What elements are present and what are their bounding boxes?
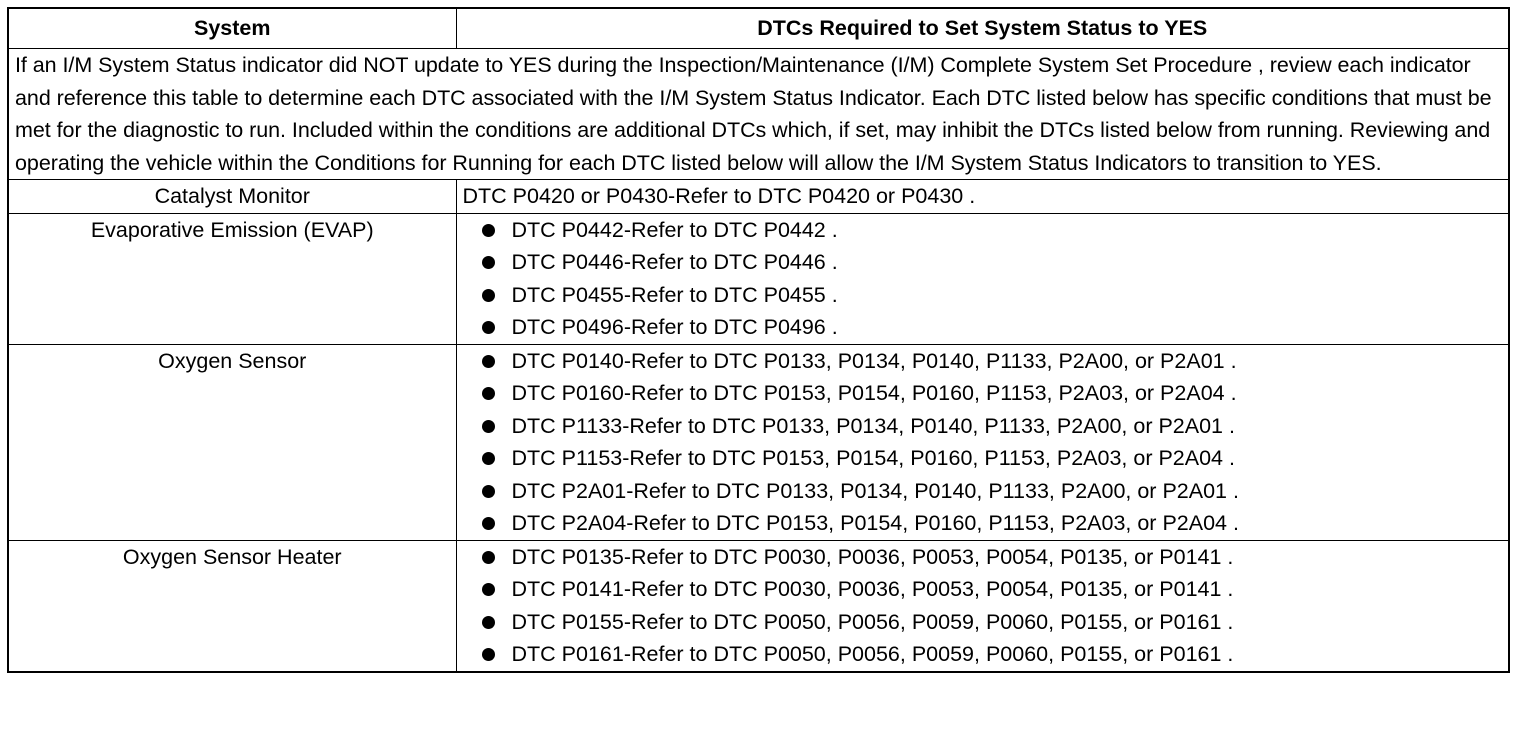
list-item	[482, 442, 1503, 475]
dtc-text: DTC P1133-Refer to DTC P0133, P0134, P0140, P1133, P2A00, or P2A01 .	[511, 413, 1235, 438]
bullet-icon	[482, 321, 495, 334]
bullet-icon	[482, 551, 495, 564]
bullet-icon	[482, 648, 495, 661]
dtc-text: DTC P0141-Refer to DTC P0030, P0036, P0053, P0054, P0135, or P0141 .	[511, 577, 1234, 601]
dtc-text: DTC P0442-Refer to DTC P0442 .	[511, 217, 838, 242]
dtc-list	[463, 345, 1503, 540]
dtc-list-cell	[456, 344, 1509, 540]
dtc-text: DTC P2A01-Refer to DTC P0133, P0134, P0140, P1133, P2A00, or P2A01 .	[511, 478, 1239, 503]
dtc-text: DTC P0135-Refer to DTC P0030, P0036, P0053, P0054, P0135, or P0141 .	[511, 544, 1234, 569]
dtc-text: DTC P0155-Refer to DTC P0050, P0056, P0059, P0060, P0155, or P0161 .	[511, 609, 1234, 634]
bullet-icon	[482, 583, 495, 596]
list-item	[482, 507, 1503, 540]
header-row	[8, 8, 1509, 49]
system-name: Oxygen Sensor Heater	[8, 540, 456, 672]
list-item	[482, 410, 1503, 443]
intro-text: If an I/M System Status indicator did NOT update to YES during the Inspection/Maintenance (I/M) Complete System Set Procedure , review each indicator and reference this table to determine each DTC associated with the I/M System Status Indicator. Each DTC listed below has specific conditions that must be met for the diagnostic to run. Included within the conditions are additional DTCs which, if set, may inhibit the DTCs listed below from running. Reviewing and operating the vehicle within the Conditions for Running for each DTC listed below will allow the I/M System Status Indicators to transition to YES.	[8, 49, 1509, 180]
bullet-icon	[482, 355, 495, 368]
list-item	[482, 311, 1503, 344]
dtc-text: DTC P0160-Refer to DTC P0153, P0154, P0160, P1153, P2A03, or P2A04 .	[511, 381, 1237, 405]
dtc-list-cell	[456, 213, 1509, 344]
dtc-list	[463, 541, 1503, 671]
table-row	[8, 180, 1509, 214]
dtc-text: DTC P0446-Refer to DTC P0446 .	[511, 250, 838, 274]
dtc-text: DTC P0455-Refer to DTC P0455 .	[511, 282, 838, 307]
list-item	[482, 345, 1503, 378]
table-row	[8, 213, 1509, 344]
list-item	[482, 214, 1503, 247]
bullet-icon	[482, 452, 495, 465]
system-name: Evaporative Emission (EVAP)	[8, 213, 456, 344]
list-item	[482, 377, 1503, 410]
table-row	[8, 540, 1509, 672]
bullet-icon	[482, 420, 495, 433]
dtc-list-cell	[456, 540, 1509, 672]
list-item	[482, 279, 1503, 312]
dtc-text: DTC P0161-Refer to DTC P0050, P0056, P0059, P0060, P0155, or P0161 .	[511, 642, 1234, 666]
list-item	[482, 475, 1503, 508]
bullet-icon	[482, 256, 495, 269]
list-item	[482, 606, 1503, 639]
header-dtcs: DTCs Required to Set System Status to YES	[456, 8, 1509, 49]
dtc-text: DTC P0140-Refer to DTC P0133, P0134, P0140, P1133, P2A00, or P2A01 .	[511, 348, 1237, 373]
dtc-status-table	[7, 7, 1510, 673]
dtc-list	[463, 214, 1503, 344]
bullet-icon	[482, 387, 495, 400]
dtc-text: DTC P2A04-Refer to DTC P0153, P0154, P0160, P1153, P2A03, or P2A04 .	[511, 511, 1239, 535]
list-item	[482, 541, 1503, 574]
bullet-icon	[482, 517, 495, 530]
dtc-text: DTC P0496-Refer to DTC P0496 .	[511, 315, 838, 339]
bullet-icon	[482, 289, 495, 302]
table-row	[8, 344, 1509, 540]
list-item	[482, 573, 1503, 606]
intro-row	[8, 49, 1509, 180]
bullet-icon	[482, 485, 495, 498]
system-name: Catalyst Monitor	[8, 180, 456, 214]
list-item	[482, 246, 1503, 279]
dtc-text: DTC P0420 or P0430-Refer to DTC P0420 or P0430 .	[456, 180, 1509, 214]
header-system: System	[8, 8, 456, 49]
list-item	[482, 638, 1503, 671]
dtc-text: DTC P1153-Refer to DTC P0153, P0154, P0160, P1153, P2A03, or P2A04 .	[511, 446, 1235, 470]
bullet-icon	[482, 224, 495, 237]
bullet-icon	[482, 616, 495, 629]
system-name: Oxygen Sensor	[8, 344, 456, 540]
